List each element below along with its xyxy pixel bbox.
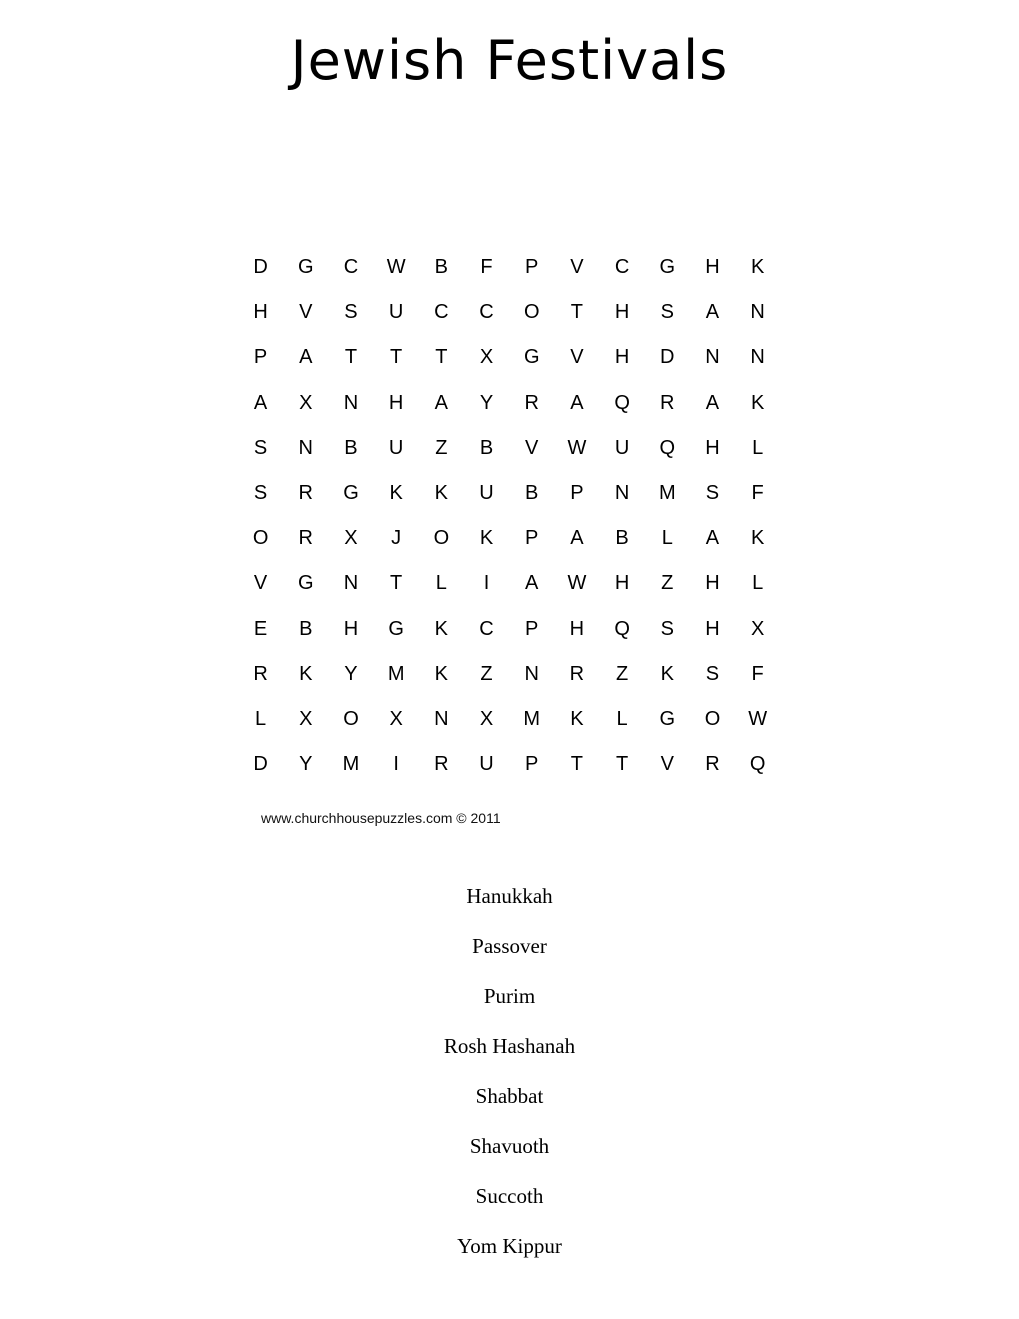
grid-cell[interactable]: C	[479, 617, 494, 640]
grid-cell[interactable]: K	[434, 662, 449, 685]
grid-cell[interactable]: T	[390, 346, 403, 369]
grid-row	[238, 290, 783, 335]
grid-cell[interactable]: N	[434, 707, 449, 730]
grid-cell[interactable]: V	[570, 346, 584, 369]
grid-cell[interactable]: M	[658, 481, 676, 504]
grid-cell[interactable]: R	[434, 753, 449, 776]
grid-cell[interactable]: U	[614, 436, 630, 459]
grid-cell[interactable]: K	[434, 617, 449, 640]
grid-cell[interactable]: I	[483, 572, 490, 595]
grid-cell[interactable]: W	[386, 256, 406, 278]
grid-cell[interactable]: C	[343, 256, 359, 278]
grid-cell[interactable]: N	[343, 391, 359, 414]
grid-cell[interactable]: S	[253, 436, 268, 459]
grid-cell[interactable]: A	[525, 572, 539, 595]
grid-cell[interactable]: F	[751, 662, 764, 685]
grid-cell[interactable]: G	[659, 707, 676, 730]
grid-cell[interactable]: Q	[659, 436, 676, 459]
grid-cell[interactable]: X	[389, 707, 403, 730]
word-list-item: Succoth	[475, 1184, 544, 1208]
grid-cell[interactable]: M	[342, 753, 360, 776]
grid-cell[interactable]: A	[253, 391, 268, 414]
grid-cell[interactable]: R	[253, 662, 268, 685]
grid-cell[interactable]: S	[660, 301, 674, 324]
grid-cell[interactable]: A	[434, 391, 449, 414]
grid-cell[interactable]: X	[479, 346, 494, 369]
grid-cell[interactable]: N	[524, 662, 539, 685]
grid-row	[238, 561, 783, 606]
grid-cell[interactable]: O	[252, 527, 269, 550]
grid-cell[interactable]: S	[705, 662, 720, 685]
grid-cell[interactable]: B	[479, 436, 494, 459]
grid-cell[interactable]: F	[751, 481, 764, 504]
grid-cell[interactable]: Z	[435, 436, 448, 459]
grid-cell[interactable]: A	[705, 301, 720, 324]
grid-cell[interactable]: S	[344, 301, 358, 324]
grid-cell[interactable]: A	[299, 346, 313, 369]
grid-row	[238, 607, 783, 652]
grid-cell[interactable]: X	[299, 707, 313, 730]
grid-cell[interactable]: P	[253, 346, 268, 369]
grid-row	[238, 245, 783, 290]
grid-cell[interactable]: K	[570, 707, 584, 730]
grid-cell[interactable]: S	[253, 481, 268, 504]
grid-cell[interactable]: U	[388, 436, 404, 459]
grid-cell[interactable]: K	[750, 391, 765, 414]
grid-cell[interactable]: T	[390, 572, 403, 595]
word-list-item: Shabbat	[475, 1084, 544, 1108]
grid-cell[interactable]: R	[298, 481, 313, 504]
grid-cell[interactable]: S	[660, 617, 674, 640]
grid-cell[interactable]: C	[479, 301, 494, 324]
grid-cell[interactable]: L	[255, 707, 267, 730]
grid-cell[interactable]: T	[570, 753, 584, 776]
grid-row	[238, 426, 783, 471]
grid-cell[interactable]: H	[614, 346, 630, 369]
grid-cell[interactable]: A	[705, 527, 720, 550]
grid-cell[interactable]: D	[660, 346, 675, 369]
grid-cell[interactable]: Y	[479, 391, 494, 414]
grid-cell[interactable]: K	[434, 481, 449, 504]
grid-cell[interactable]: R	[298, 527, 313, 550]
grid-cell[interactable]: W	[748, 707, 768, 730]
word-list-item: Yom Kippur	[457, 1234, 562, 1258]
grid-cell[interactable]: P	[525, 753, 539, 776]
grid-cell[interactable]: N	[614, 481, 630, 504]
grid-cell[interactable]: F	[480, 256, 493, 278]
grid-row	[238, 516, 783, 561]
grid-cell[interactable]: H	[569, 617, 585, 640]
grid-cell[interactable]: R	[660, 391, 675, 414]
grid-cell[interactable]: L	[752, 436, 764, 459]
grid-row	[238, 471, 783, 516]
grid-cell[interactable]: X	[299, 391, 313, 414]
grid-cell[interactable]: N	[298, 436, 313, 459]
grid-cell[interactable]: X	[479, 707, 494, 730]
grid-cell[interactable]: T	[344, 346, 358, 369]
grid-row	[238, 335, 783, 380]
copyright-credit: www.churchhousepuzzles.com © 2011	[261, 810, 501, 826]
word-list-item: Shavuoth	[469, 1134, 550, 1158]
grid-cell[interactable]: Q	[614, 391, 630, 414]
grid-cell[interactable]: N	[343, 572, 359, 595]
grid-cell[interactable]: P	[525, 256, 539, 278]
grid-cell[interactable]: X	[344, 527, 358, 550]
grid-cell[interactable]: U	[479, 481, 494, 504]
grid-cell[interactable]: H	[388, 391, 404, 414]
grid-cell[interactable]: L	[435, 572, 447, 595]
grid-cell[interactable]: B	[615, 527, 629, 550]
grid-cell[interactable]: V	[525, 436, 539, 459]
grid-cell[interactable]: Z	[480, 662, 493, 685]
grid-cell[interactable]: O	[704, 707, 721, 730]
grid-cell[interactable]: Q	[749, 753, 766, 776]
word-list-item: Passover	[472, 934, 547, 958]
grid-cell[interactable]: B	[299, 617, 313, 640]
grid-cell[interactable]: N	[750, 346, 765, 369]
grid-cell[interactable]: P	[525, 617, 539, 640]
grid-cell[interactable]: M	[523, 707, 541, 730]
grid-cell[interactable]: A	[570, 391, 584, 414]
grid-cell[interactable]: Q	[614, 617, 630, 640]
grid-cell[interactable]: E	[253, 617, 268, 640]
grid-cell[interactable]: C	[434, 301, 449, 324]
grid-cell[interactable]: Z	[661, 572, 674, 595]
grid-cell[interactable]: I	[393, 753, 399, 776]
grid-cell[interactable]: D	[253, 256, 268, 278]
grid-cell[interactable]: V	[570, 256, 584, 278]
word-list	[0, 878, 1019, 1278]
grid-cell[interactable]: A	[705, 391, 720, 414]
grid-cell[interactable]: K	[750, 527, 765, 550]
grid-row	[238, 697, 783, 742]
grid-cell[interactable]: H	[705, 256, 720, 278]
grid-cell[interactable]: B	[434, 256, 449, 278]
grid-cell[interactable]: W	[567, 436, 587, 459]
grid-cell[interactable]: K	[660, 662, 674, 685]
grid-cell[interactable]: Y	[299, 753, 313, 776]
grid-cell[interactable]: G	[523, 346, 540, 369]
grid-cell[interactable]: J	[391, 527, 402, 550]
grid-cell[interactable]: H	[705, 617, 720, 640]
word-list-item: Hanukkah	[466, 884, 553, 908]
grid-cell[interactable]: A	[570, 527, 584, 550]
grid-cell[interactable]: B	[525, 481, 539, 504]
grid-cell[interactable]: V	[660, 753, 674, 776]
page-title: Jewish Festivals	[290, 29, 729, 92]
grid-cell[interactable]: K	[389, 481, 403, 504]
grid-cell[interactable]: H	[253, 301, 268, 324]
grid-cell[interactable]: H	[705, 436, 720, 459]
grid-cell[interactable]: K	[479, 527, 494, 550]
grid-cell[interactable]: R	[524, 391, 539, 414]
grid-cell[interactable]: L	[752, 572, 764, 595]
grid-cell[interactable]: R	[705, 753, 720, 776]
grid-cell[interactable]: C	[614, 256, 630, 278]
grid-cell[interactable]: G	[659, 256, 676, 278]
word-list-item: Rosh Hashanah	[443, 1034, 576, 1058]
grid-cell[interactable]: K	[750, 256, 765, 278]
grid-cell[interactable]: M	[387, 662, 405, 685]
grid-cell[interactable]: W	[567, 572, 587, 595]
grid-cell[interactable]: Y	[344, 662, 358, 685]
grid-cell[interactable]: D	[253, 753, 268, 776]
grid-cell[interactable]: G	[343, 481, 359, 504]
grid-cell[interactable]: G	[298, 572, 314, 595]
grid-cell[interactable]: G	[388, 617, 404, 640]
grid-cell[interactable]: K	[299, 662, 313, 685]
grid-cell[interactable]: N	[750, 301, 765, 324]
grid-cell[interactable]: H	[343, 617, 359, 640]
grid-cell[interactable]: R	[569, 662, 585, 685]
grid-cell[interactable]: U	[479, 753, 494, 776]
grid-cell[interactable]: G	[298, 256, 314, 278]
grid-cell[interactable]: B	[344, 436, 358, 459]
grid-cell[interactable]: L	[661, 527, 673, 550]
grid-cell[interactable]: T	[615, 753, 629, 776]
grid-cell[interactable]: Z	[615, 662, 629, 685]
grid-cell[interactable]: V	[253, 572, 268, 595]
grid-cell[interactable]: X	[750, 617, 765, 640]
grid-row	[238, 742, 783, 787]
grid-cell[interactable]: T	[570, 301, 584, 324]
grid-row	[238, 652, 783, 697]
grid-cell[interactable]: O	[343, 707, 359, 730]
grid-cell[interactable]: H	[614, 301, 630, 324]
grid-cell[interactable]: O	[433, 527, 450, 550]
word-search-grid	[238, 245, 783, 787]
grid-cell[interactable]: N	[705, 346, 720, 369]
grid-cell[interactable]: O	[523, 301, 540, 324]
grid-cell[interactable]: P	[570, 481, 584, 504]
grid-cell[interactable]: H	[705, 572, 720, 595]
grid-cell[interactable]: U	[388, 301, 404, 324]
grid-cell[interactable]: L	[616, 707, 628, 730]
word-list-item: Purim	[483, 984, 536, 1008]
grid-row	[238, 381, 783, 426]
grid-cell[interactable]: P	[525, 527, 539, 550]
grid-cell[interactable]: S	[705, 481, 720, 504]
grid-cell[interactable]: H	[614, 572, 630, 595]
grid-cell[interactable]: V	[299, 301, 313, 324]
grid-cell[interactable]: T	[435, 346, 448, 369]
